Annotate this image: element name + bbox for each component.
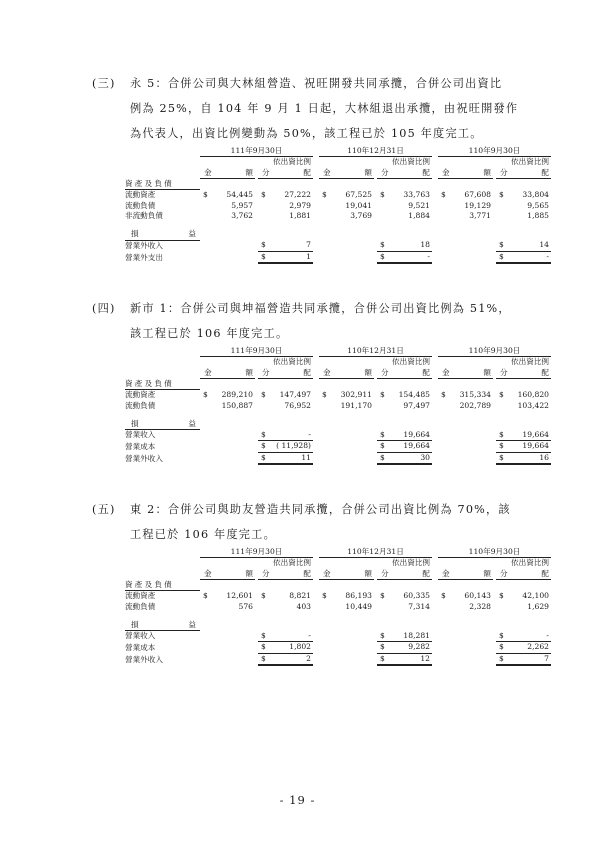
balance-label: 資產及負債 bbox=[125, 179, 200, 190]
amount-cell: $ 12,601 bbox=[203, 591, 253, 601]
section-5-table bbox=[125, 547, 551, 666]
amount-cell: 576 bbox=[238, 601, 253, 611]
share-cell: $ - bbox=[258, 631, 313, 642]
table-row bbox=[125, 251, 551, 263]
row-label: 非流動負債 bbox=[125, 210, 163, 220]
section-5-line-1: 東 2：合併公司與助友營造共同承攬，合併公司出資比例為 70%，該 bbox=[130, 503, 511, 516]
amount-cell: 19,129 bbox=[464, 200, 491, 210]
period-header: 110年9月30日 bbox=[438, 547, 551, 558]
share-cell: $ 60,335 bbox=[380, 591, 430, 601]
period-header: 111年9月30日 bbox=[200, 146, 313, 157]
share-cell: $ 19,664 bbox=[496, 441, 551, 452]
row-label: 營業收入 bbox=[125, 430, 156, 440]
share-cell: $ 1,802 bbox=[258, 642, 313, 653]
column-header-row bbox=[125, 368, 551, 379]
period-header-row bbox=[125, 146, 551, 157]
amount-cell: 3,769 bbox=[350, 210, 372, 220]
row-label: 營業外收入 bbox=[125, 453, 163, 463]
amount-cell: $ 315,334 bbox=[441, 390, 491, 400]
share-cell: $ 8,821 bbox=[261, 591, 311, 601]
share-cell: $ 12 bbox=[377, 653, 432, 665]
share-cell: $ 1 bbox=[258, 251, 313, 263]
row-label: 營業外收入 bbox=[125, 654, 163, 664]
amount-cell: $ 67,608 bbox=[441, 190, 491, 200]
share-header-top: 依出資比例 bbox=[392, 558, 430, 568]
column-header-row bbox=[125, 569, 551, 580]
share-cell: 1,629 bbox=[527, 601, 549, 611]
share-cell: $ 19,664 bbox=[496, 430, 551, 441]
section-5-line-2: 工程已於 106 年度完工。 bbox=[130, 528, 276, 541]
section-4-number: (四) bbox=[92, 302, 116, 315]
share-header: 分 配 bbox=[258, 368, 313, 379]
share-cell: $ 160,820 bbox=[499, 390, 549, 400]
period-header: 110年9月30日 bbox=[438, 346, 551, 357]
share-header-top: 依出資比例 bbox=[273, 558, 311, 568]
section-3-line-1: 永 5：合併公司與大林組營造、祝旺開發共同承攬，合併公司出資比 bbox=[130, 77, 503, 90]
amount-cell: 150,887 bbox=[221, 400, 253, 410]
row-label: 流動資產 bbox=[125, 591, 156, 601]
balance-label-row bbox=[125, 179, 551, 190]
amount-cell: 202,789 bbox=[459, 400, 491, 410]
period-header: 110年12月31日 bbox=[319, 146, 432, 157]
share-header: 分 配 bbox=[377, 368, 432, 379]
row-label: 流動負債 bbox=[125, 601, 156, 611]
share-cell: $ 11 bbox=[258, 452, 313, 464]
amount-header: 金 額 bbox=[200, 168, 255, 179]
share-cell: $ 30 bbox=[377, 452, 432, 464]
share-cell: 1,884 bbox=[408, 210, 430, 220]
share-header: 分 配 bbox=[258, 569, 313, 580]
amount-header: 金 額 bbox=[319, 569, 374, 580]
amount-cell: 3,771 bbox=[469, 210, 491, 220]
balance-label: 資產及負債 bbox=[125, 580, 200, 591]
amount-cell: $ 86,193 bbox=[322, 591, 372, 601]
period-header-row bbox=[125, 547, 551, 558]
pl-label: 損 益 bbox=[125, 419, 200, 430]
table-row bbox=[125, 653, 551, 665]
share-header-row bbox=[125, 357, 551, 368]
share-cell: $ 154,485 bbox=[380, 390, 430, 400]
section-4-line-2: 該工程已於 106 年度完工。 bbox=[130, 327, 289, 340]
share-header: 分 配 bbox=[496, 368, 551, 379]
table-row bbox=[125, 441, 551, 452]
amount-cell: $ 54,445 bbox=[203, 190, 253, 200]
share-cell: $ 19,664 bbox=[377, 430, 432, 441]
amount-cell: $ 302,911 bbox=[322, 390, 372, 400]
share-cell: $ 33,804 bbox=[499, 190, 549, 200]
amount-cell: $ 60,143 bbox=[441, 591, 491, 601]
amount-cell: 5,957 bbox=[231, 200, 253, 210]
share-header: 分 配 bbox=[258, 168, 313, 179]
share-cell: 2,979 bbox=[289, 200, 311, 210]
section-4-line-1: 新市 1：合併公司與坤福營造共同承攬，合併公司出資比例為 51%， bbox=[130, 302, 511, 315]
section-3-table bbox=[125, 146, 551, 264]
row-label: 營業成本 bbox=[125, 642, 156, 652]
section-3-line-3: 為代表人，出資比例變動為 50%，該工程已於 105 年度完工。 bbox=[130, 127, 483, 140]
share-cell: $ 2,262 bbox=[496, 642, 551, 653]
share-cell: $ 147,497 bbox=[261, 390, 311, 400]
table-row bbox=[125, 452, 551, 464]
share-cell: $ - bbox=[496, 251, 551, 263]
share-header-top: 依出資比例 bbox=[511, 558, 549, 568]
share-header-top: 依出資比例 bbox=[273, 357, 311, 367]
period-header-row bbox=[125, 346, 551, 357]
period-header: 111年9月30日 bbox=[200, 346, 313, 357]
share-header-top: 依出資比例 bbox=[392, 157, 430, 167]
share-cell: $ 33,763 bbox=[380, 190, 430, 200]
period-header: 111年9月30日 bbox=[200, 547, 313, 558]
row-label: 流動負債 bbox=[125, 400, 156, 410]
column-header-row bbox=[125, 168, 551, 179]
share-header-row bbox=[125, 558, 551, 569]
amount-header: 金 額 bbox=[438, 368, 493, 379]
balance-label-row bbox=[125, 379, 551, 390]
row-label: 流動資產 bbox=[125, 190, 156, 200]
share-cell: 1,881 bbox=[289, 210, 311, 220]
amount-header: 金 額 bbox=[438, 168, 493, 179]
amount-cell: 2,328 bbox=[469, 601, 491, 611]
pl-label: 損 益 bbox=[125, 620, 200, 631]
share-cell: $ 2 bbox=[258, 653, 313, 665]
share-header-top: 依出資比例 bbox=[511, 157, 549, 167]
share-cell: $ 18,281 bbox=[377, 631, 432, 642]
amount-cell: 191,170 bbox=[340, 400, 372, 410]
share-cell: 97,497 bbox=[403, 400, 430, 410]
section-3-number: (三) bbox=[92, 77, 116, 90]
amount-header: 金 額 bbox=[200, 368, 255, 379]
row-label: 營業成本 bbox=[125, 441, 156, 451]
share-header: 分 配 bbox=[496, 569, 551, 580]
amount-cell: 10,449 bbox=[345, 601, 372, 611]
amount-header: 金 額 bbox=[319, 368, 374, 379]
share-cell: 1,885 bbox=[527, 210, 549, 220]
section-4-table bbox=[125, 346, 551, 465]
page-number: - 19 - bbox=[279, 793, 316, 807]
row-label: 流動資產 bbox=[125, 390, 156, 400]
share-cell: $ ( 11,928) bbox=[258, 441, 313, 452]
share-cell: $ 14 bbox=[496, 240, 551, 251]
table-row bbox=[125, 430, 551, 441]
table-row bbox=[125, 602, 551, 612]
amount-cell: $ 289,210 bbox=[203, 390, 253, 400]
share-cell: $ - bbox=[496, 631, 551, 642]
amount-cell: $ 67,525 bbox=[322, 190, 372, 200]
row-label: 流動負債 bbox=[125, 200, 156, 210]
share-cell: $ - bbox=[258, 430, 313, 441]
share-cell: 9,521 bbox=[408, 200, 430, 210]
share-cell: $ 27,222 bbox=[261, 190, 311, 200]
share-cell: $ 7 bbox=[258, 240, 313, 251]
period-header: 110年12月31日 bbox=[319, 346, 432, 357]
share-cell: 403 bbox=[296, 601, 311, 611]
share-cell: $ - bbox=[377, 251, 432, 263]
share-header: 分 配 bbox=[377, 569, 432, 580]
share-header-top: 依出資比例 bbox=[273, 157, 311, 167]
amount-header: 金 額 bbox=[319, 168, 374, 179]
pl-label-row bbox=[125, 229, 551, 240]
share-header: 分 配 bbox=[496, 168, 551, 179]
amount-header: 金 額 bbox=[438, 569, 493, 580]
table-row bbox=[125, 401, 551, 411]
period-header: 110年9月30日 bbox=[438, 146, 551, 157]
pl-label-row bbox=[125, 620, 551, 631]
row-label: 營業收入 bbox=[125, 631, 156, 641]
table-row bbox=[125, 190, 551, 201]
share-cell: 76,952 bbox=[284, 400, 311, 410]
share-cell: $ 19,664 bbox=[377, 441, 432, 452]
amount-cell: 19,041 bbox=[345, 200, 372, 210]
table-row bbox=[125, 201, 551, 211]
share-cell: 7,314 bbox=[408, 601, 430, 611]
period-header: 110年12月31日 bbox=[319, 547, 432, 558]
table-row bbox=[125, 211, 551, 221]
share-cell: $ 16 bbox=[496, 452, 551, 464]
share-header-top: 依出資比例 bbox=[392, 357, 430, 367]
table-row bbox=[125, 591, 551, 602]
balance-label: 資產及負債 bbox=[125, 379, 200, 390]
pl-label-row bbox=[125, 419, 551, 430]
share-cell: 9,565 bbox=[527, 200, 549, 210]
share-cell: $ 42,100 bbox=[499, 591, 549, 601]
table-row bbox=[125, 390, 551, 401]
section-3-line-2: 例為 25%，自 104 年 9 月 1 日起，大林組退出承攬，由祝旺開發作 bbox=[130, 102, 519, 115]
row-label: 營業外收入 bbox=[125, 240, 163, 250]
amount-cell: 3,762 bbox=[231, 210, 253, 220]
share-header: 分 配 bbox=[377, 168, 432, 179]
share-header-top: 依出資比例 bbox=[511, 357, 549, 367]
amount-header: 金 額 bbox=[200, 569, 255, 580]
share-cell: $ 7 bbox=[496, 653, 551, 665]
balance-label-row bbox=[125, 580, 551, 591]
table-row bbox=[125, 240, 551, 251]
share-cell: 103,422 bbox=[517, 400, 549, 410]
share-cell: $ 9,282 bbox=[377, 642, 432, 653]
table-row bbox=[125, 642, 551, 653]
share-header-row bbox=[125, 157, 551, 168]
table-row bbox=[125, 631, 551, 642]
row-label: 營業外支出 bbox=[125, 252, 163, 262]
pl-label: 損 益 bbox=[125, 229, 200, 240]
share-cell: $ 18 bbox=[377, 240, 432, 251]
section-5-number: (五) bbox=[92, 503, 116, 516]
